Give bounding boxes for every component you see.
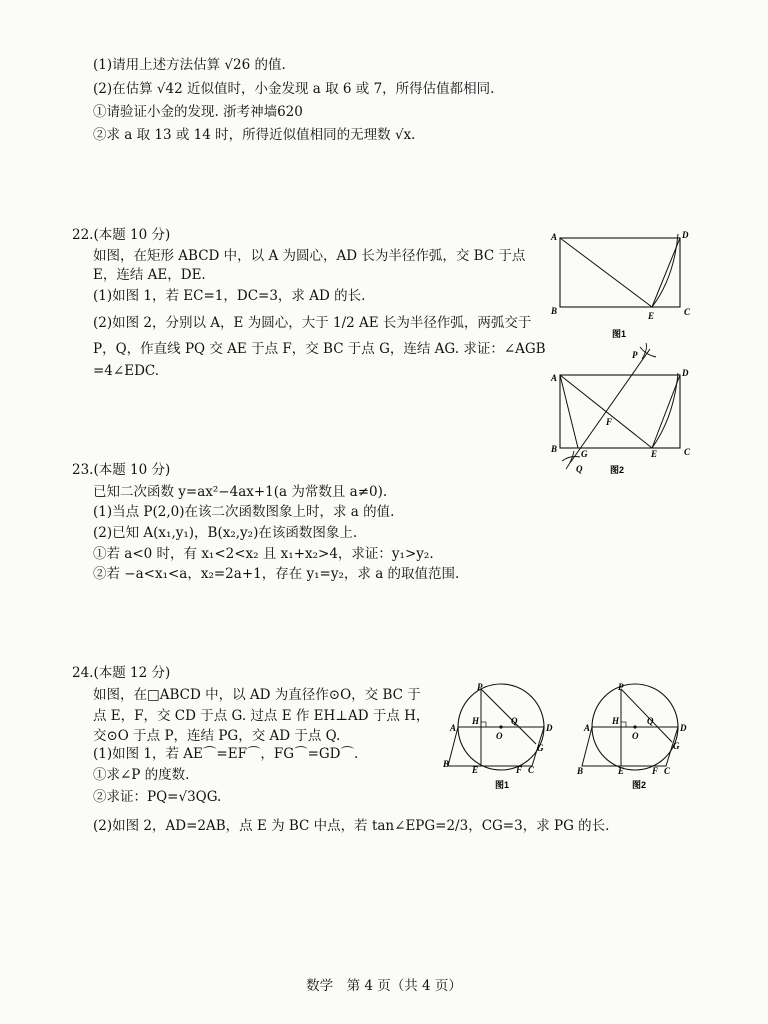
fig24-1-label-h: H bbox=[472, 716, 480, 726]
fig24-1-label-b: B bbox=[443, 759, 450, 769]
q23-line-2: (1)当点 P(2,0)在该二次函数图象上时，求 a 的值. bbox=[93, 504, 395, 520]
fig24-1-label-f: F bbox=[516, 765, 523, 775]
fig24-1-label-d: D bbox=[546, 723, 553, 733]
fig24-1-caption: 图1 bbox=[495, 780, 510, 790]
fig24-1-label-o: O bbox=[496, 731, 503, 741]
q24-figure-1 bbox=[440, 682, 560, 794]
q21-line-4: ②求 a 取 13 或 14 时，所得近似值相同的无理数 √x. bbox=[93, 127, 416, 143]
fig2-label-b: B bbox=[551, 444, 558, 454]
fig2-label-d: D bbox=[682, 368, 689, 378]
q24-line-3: 交⊙O 于点 P，连结 PG，交 AD 于点 Q. bbox=[93, 728, 341, 744]
q24-heading: 24.(本题 12 分) bbox=[72, 665, 171, 681]
q21-line-2: (2)在估算 √42 近似值时，小金发现 a 取 6 或 7，所得估值都相同. bbox=[93, 81, 495, 97]
q24-line-5: ①求∠P 的度数. bbox=[93, 767, 190, 783]
fig2-label-p: P bbox=[632, 350, 638, 360]
q24-line-4: (1)如图 1，若 AE⌒=EF⌒，FG⌒=GD⌒. bbox=[93, 746, 359, 762]
fig24-2-label-d: D bbox=[680, 723, 687, 733]
fig24-2-label-h: H bbox=[612, 716, 620, 726]
fig24-2-label-o: O bbox=[632, 731, 639, 741]
fig24-2-label-f: F bbox=[652, 766, 659, 776]
fig1-label-c: C bbox=[684, 307, 691, 317]
q23-line-1: 已知二次函数 y=ax²−4ax+1(a 为常数且 a≠0). bbox=[93, 484, 388, 500]
fig1-label-b: B bbox=[551, 306, 558, 316]
fig24-1-label-p: P bbox=[477, 682, 483, 692]
fig24-2-label-c: C bbox=[664, 766, 671, 776]
q24-line-6: ②求证：PQ=√3QG. bbox=[93, 789, 222, 805]
fig2-label-a: A bbox=[551, 373, 558, 383]
fig24-2-label-p: P bbox=[618, 682, 624, 692]
q22-line-4: (2)如图 2，分别以 A，E 为圆心，大于 1/2 AE 长为半径作弧，两弧交于 bbox=[93, 315, 532, 331]
fig1-caption: 图1 bbox=[612, 329, 627, 339]
fig2-label-e: E bbox=[651, 449, 658, 459]
fig24-2-label-b: B bbox=[577, 766, 584, 776]
q22-line-5: P，Q，作直线 PQ 交 AE 于点 F，交 BC 于点 G，连结 AG. 求证：∠AGB bbox=[93, 341, 546, 357]
q23-line-4: ①若 a<0 时，有 x₁<2<x₂ 且 x₁+x₂>4，求证：y₁>y₂. bbox=[93, 546, 434, 562]
fig1-label-e: E bbox=[648, 311, 655, 321]
q22-figure-2 bbox=[548, 345, 691, 480]
fig1-label-d: D bbox=[682, 230, 689, 240]
q22-heading: 22.(本题 10 分) bbox=[72, 227, 171, 243]
fig24-2-label-e: E bbox=[618, 766, 625, 776]
q23-line-5: ②若 −a<x₁<a，x₂=2a+1，存在 y₁=y₂，求 a 的取值范围. bbox=[93, 566, 460, 582]
q24-figure-2 bbox=[574, 682, 694, 794]
fig24-1-label-q: Q bbox=[511, 716, 518, 726]
q22-line-6: =4∠EDC. bbox=[93, 363, 160, 379]
q24-line-7: (2)如图 2，AD=2AB，点 E 为 BC 中点，若 tan∠EPG=2/3，CG=3，求 PG 的长. bbox=[93, 818, 610, 834]
q22-line-3: (1)如图 1，若 EC=1，DC=3，求 AD 的长. bbox=[93, 288, 366, 304]
fig1-label-a: A bbox=[551, 232, 558, 242]
q21-line-3: ①请验证小金的发现. 浙考神墙620 bbox=[93, 104, 303, 120]
q21-line-1: (1)请用上述方法估算 √26 的值. bbox=[93, 57, 286, 73]
fig24-1-label-g: G bbox=[537, 743, 544, 753]
q24-line-1: 如图，在□ABCD 中，以 AD 为直径作⊙O，交 BC 于 bbox=[93, 687, 421, 703]
q22-line-1: 如图，在矩形 ABCD 中，以 A 为圆心，AD 长为半径作弧，交 BC 于点 bbox=[93, 248, 526, 264]
fig24-2-caption: 图2 bbox=[632, 780, 647, 790]
q23-heading: 23.(本题 10 分) bbox=[72, 462, 171, 478]
q23-line-3: (2)已知 A(x₁,y₁)，B(x₂,y₂)在该函数图象上. bbox=[93, 525, 358, 541]
fig24-2-label-q: Q bbox=[647, 716, 654, 726]
q24-line-2: 点 E，F，交 CD 于点 G. 过点 E 作 EH⊥AD 于点 H， bbox=[93, 708, 430, 724]
q22-figure-1 bbox=[548, 228, 691, 343]
fig2-label-f: F bbox=[606, 417, 613, 427]
fig2-label-g: G bbox=[581, 449, 588, 459]
fig24-2-label-g: G bbox=[673, 741, 680, 751]
fig2-label-q: Q bbox=[576, 464, 583, 474]
fig2-caption: 图2 bbox=[610, 465, 625, 475]
fig24-1-label-c: C bbox=[528, 765, 535, 775]
fig24-1-label-a: A bbox=[450, 723, 457, 733]
fig24-2-label-a: A bbox=[584, 723, 591, 733]
fig24-1-label-e: E bbox=[472, 765, 479, 775]
q22-line-2: E，连结 AE，DE. bbox=[93, 267, 206, 283]
page-footer: 数学 第 4 页（共 4 页） bbox=[306, 978, 462, 994]
fig2-label-c: C bbox=[684, 447, 691, 457]
